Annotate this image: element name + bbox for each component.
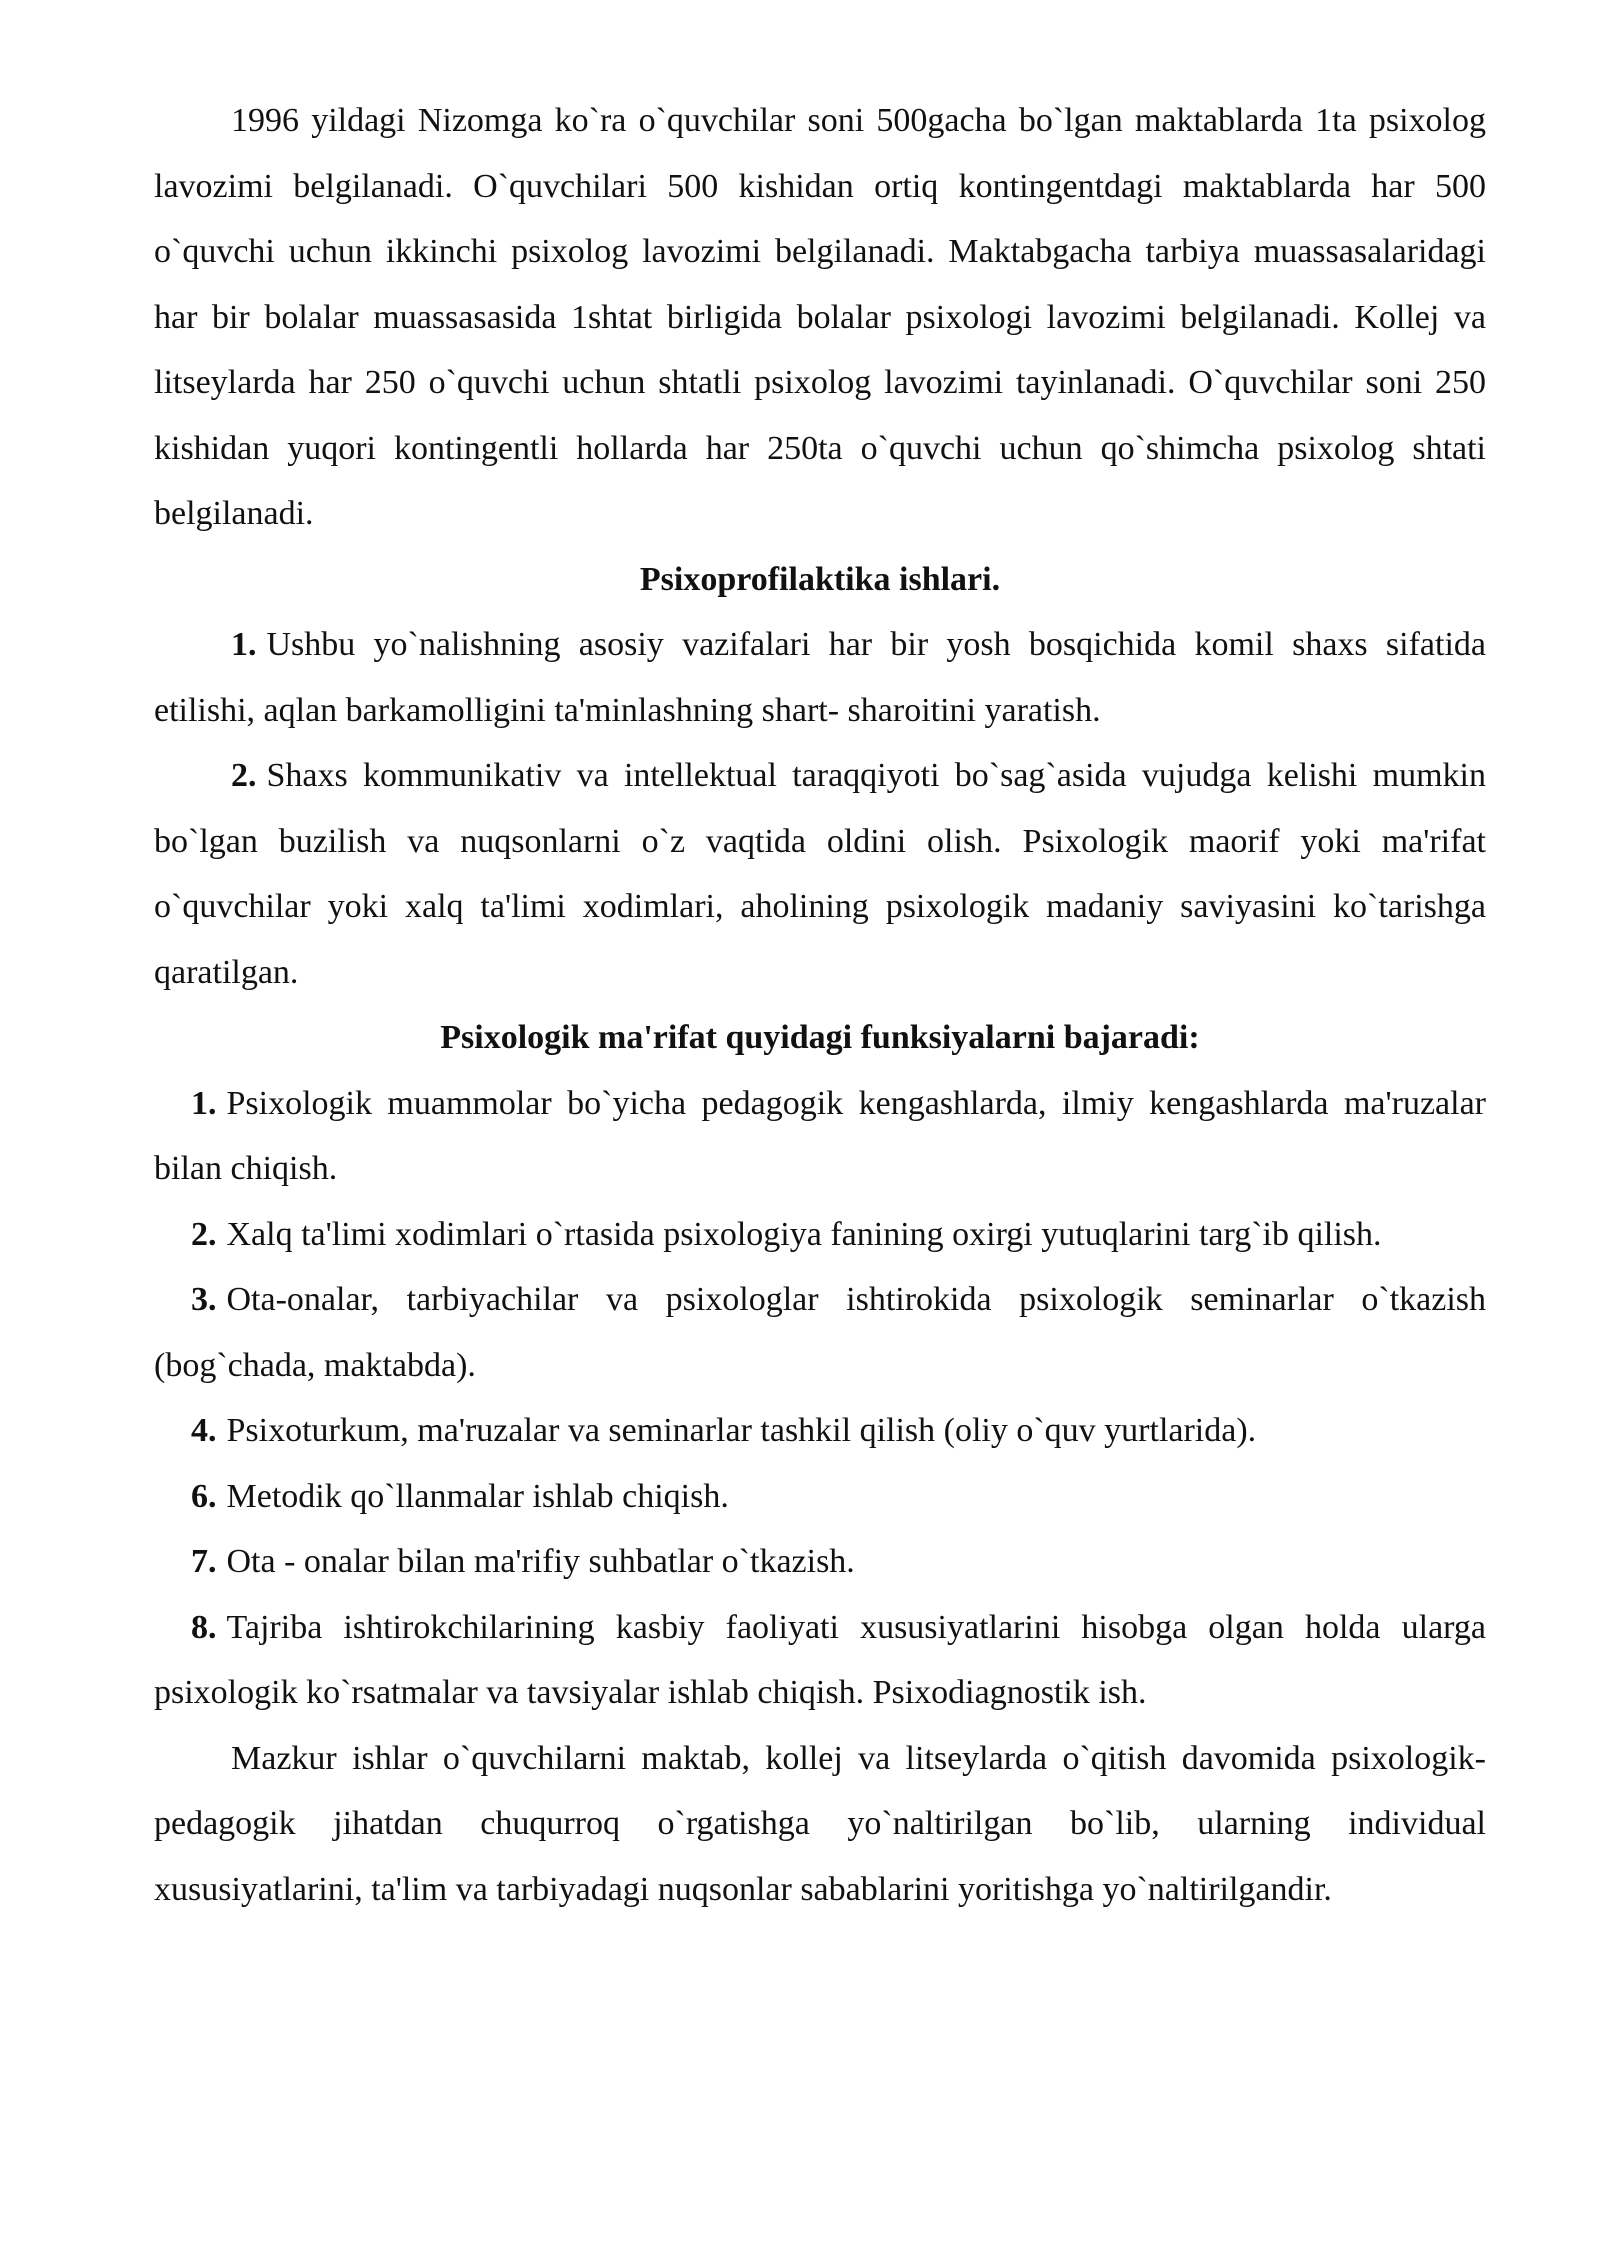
section-heading-marifat: Psixologik ma'rifat quyidagi funksiyalarni bajaradi:: [440, 1019, 1200, 1056]
list-item: [154, 1202, 1486, 1268]
document-page: [154, 88, 1486, 1922]
item-text: Psixoturkum, ma'ruzalar va seminarlar tashkil qilish (oliy o`quv yurtlarida).: [226, 1412, 1257, 1449]
section-heading-psixoprofilaktika: Psixoprofilaktika ishlari.: [639, 560, 1001, 598]
item-text: Ota - onalar bilan ma'rifiy suhbatlar o`tkazish.: [226, 1543, 855, 1580]
item-number: 8.: [191, 1608, 217, 1646]
list-item: [154, 1529, 1486, 1595]
item-text: Xalq ta'limi xodimlari o`rtasida psixologiya fanining oxirgi yutuqlarini targ`ib qilish.: [226, 1215, 1382, 1253]
item-text: Metodik qo`llanmalar ishlab chiqish.: [226, 1477, 729, 1515]
list-item: [154, 743, 1486, 1005]
item-number: 6.: [191, 1477, 217, 1515]
list-item: [154, 1595, 1486, 1726]
item-number: 2.: [231, 757, 257, 794]
item-number: 1.: [191, 1084, 217, 1122]
list-item: [154, 1267, 1486, 1398]
list-item: [154, 1398, 1486, 1464]
intro-paragraph: 1996 yildagi Nizomga ko`ra o`quvchilar soni 500gacha bo`lgan maktablarda 1ta psixolog lavozimi belgilanadi. O`quvchilari 500 kishidan ortiq kontingentdagi maktablarda har 500 o`quvchi uchun ikkinchi psixolog lavozimi belgilanadi. Maktabgacha tarbiya muassasalaridagi har bir bolalar muassasasida 1shtat birligida bolalar psixologi lavozimi belgilanadi. Kollej va litseylarda har 250 o`quvchi uchun shtatli psixolog lavozimi tayinlanadi. O`quvchilar soni 250 kishidan yuqori kontingentli hollarda har 250ta o`quvchi uchun qo`shimcha psixolog shtati belgilanadi.: [154, 102, 1486, 532]
item-number: 1.: [231, 626, 257, 663]
list-item: [154, 1071, 1486, 1202]
item-text: Psixologik muammolar bo`yicha pedagogik kengashlarda, ilmiy kengashlarda ma'ruzalar bilan chiqish.: [154, 1084, 1486, 1187]
item-text: Shaxs kommunikativ va intellektual taraqqiyoti bo`sag`asida vujudga kelishi mumkin bo`lgan buzilish va nuqsonlarni o`z vaqtida oldini olish. Psixologik maorif yoki ma'rifat o`quvchilar yoki xalq ta'limi xodimlari, aholining psixologik madaniy saviyasini ko`tarishga qaratilgan.: [154, 757, 1486, 991]
item-number: 7.: [191, 1543, 217, 1580]
item-text: Ota-onalar, tarbiyachilar va psixologlar ishtirokida psixologik seminarlar o`tkazish (bog`chada, maktabda).: [154, 1281, 1486, 1384]
list-item: [154, 612, 1486, 743]
item-number: 3.: [191, 1281, 217, 1318]
item-text: Tajriba ishtirokchilarining kasbiy faoliyati xususiyatlarini hisobga olgan holda ularga psixologik ko`rsatmalar va tavsiyalar ishlab chiqish. Psixodiagnostik ish.: [154, 1608, 1486, 1711]
list-item: [154, 1464, 1486, 1530]
item-number: 4.: [191, 1412, 217, 1449]
item-number: 2.: [191, 1215, 217, 1253]
item-text: Ushbu yo`nalishning asosiy vazifalari har bir yosh bosqichida komil shaxs sifatida etilishi, aqlan barkamolligini ta'minlashning shart- sharoitini yaratish.: [154, 626, 1486, 729]
closing-paragraph: Mazkur ishlar o`quvchilarni maktab, kollej va litseylarda o`qitish davomida psixologik-pedagogik jihatdan chuqurroq o`rgatishga yo`naltirilgan bo`lib, ularning individual xususiyatlarini, ta'lim va tarbiyadagi nuqsonlar sabablarini yoritishga yo`naltirilgandir.: [154, 1739, 1486, 1908]
